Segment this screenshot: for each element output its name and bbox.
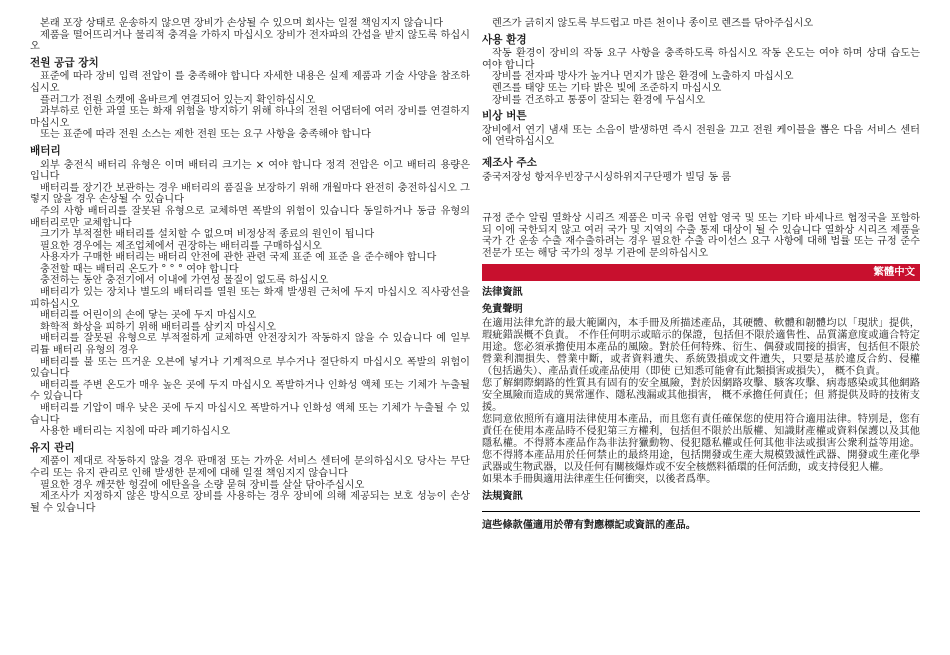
paragraph: 충전할 때는 배터리 온도가 ° ° ° 여야 합니다 (40, 263, 239, 275)
spacer (482, 183, 920, 213)
paragraph: 필요한 경우에는 제조업체에서 권장하는 배터리를 구매하십시오 (40, 240, 322, 252)
section-title-manufacturer: 제조사 주소 (482, 156, 537, 169)
paragraph: 제품이 제대로 작동하지 않을 경우 판매점 또는 가까운 서비스 센터에 문의하십시오 당사는 무단 수리 또는 유지 관리로 인해 발생한 문제에 대해 일절 책임지지 않습니다 (30, 456, 470, 479)
section-title-power: 전원 공급 장치 (30, 56, 99, 69)
paragraph: 제조사가 지정하지 않은 방식으로 장비를 사용하는 경우 장비에 의해 제공되는 보호 성능이 손상될 수 있습니다 (30, 491, 470, 514)
paragraph: 표준에 따라 장비 입력 전압이 를 충족해야 합니다 자세한 내용은 실제 제품과 기술 사양을 참조하십시오 (30, 71, 470, 94)
paragraph: 렌즈를 태양 또는 기타 밝은 빛에 조준하지 마십시오 (492, 82, 722, 94)
left-column (30, 18, 470, 514)
section-title-environment: 사용 환경 (482, 33, 527, 46)
paragraph: 크기가 부적절한 배터리를 설치할 수 없으며 비정상적 종료의 원인이 됩니다 (40, 229, 375, 241)
regulatory-title: 法規資訊 (482, 490, 523, 502)
paragraph: 배터리를 어린이의 손에 닿는 곳에 두지 마십시오 (40, 310, 257, 322)
paragraph: 如果本手冊與適用法律產生任何衝突，以後者爲準。 (482, 473, 717, 485)
paragraph: 배터리를 기압이 매우 낮은 곳에 두지 마십시오 폭발하거나 인화성 액체 또는 기체가 누출될 수 있습니다 (30, 403, 470, 426)
legal-title: 法律資訊 (482, 286, 523, 298)
paragraph: 과부하로 인한 과열 또는 화재 위험을 방지하기 위해 하나의 전원 어댑터에 여러 장비를 연결하지 마십시오 (30, 106, 470, 129)
paragraph: 충전하는 동안 충전기에서 이내에 가연성 물질이 없도록 하십시오 (40, 275, 329, 287)
section-title-emergency: 비상 버튼 (482, 110, 527, 123)
manufacturer-address: 중국저장성 항저우빈장구시싱하위지구단펭가 빌딩 동 룸 (482, 171, 732, 183)
paragraph: 플러그가 전원 소켓에 올바르게 연결되어 있는지 확인하십시오 (40, 94, 316, 106)
paragraph: 화학적 화상을 피하기 위해 배터리를 삼키지 마십시오 (40, 321, 276, 333)
paragraph: 필요한 경우 깨끗한 헝겊에 에탄올을 소량 묻혀 장비를 살살 닦아주십시오 (40, 479, 365, 491)
paragraph: 작동 환경이 장비의 작동 요구 사항을 충족하도록 하십시오 작동 온도는 여야 하며 상대 습도는 여야 합니다 (482, 48, 920, 71)
paragraph: 사용한 배터리는 지침에 따라 폐기하십시오 (40, 426, 231, 438)
disclaimer-title: 免責聲明 (482, 303, 523, 315)
paragraph: 배터리가 있는 장치나 별도의 배터리를 열원 또는 화재 발생원 근처에 두지 마십시오 직사광선을 피하십시오 (30, 287, 470, 310)
paragraph: 주의 사항 배터리를 잘못된 유형으로 교체하면 폭발의 위험이 있습니다 동일하거나 동급 유형의 배터리로만 교체합니다 (30, 205, 470, 229)
section-title-battery: 배터리 (30, 144, 61, 157)
paragraph: 배터리를 잘못된 유형으로 부적절하게 교체하면 안전장치가 작동하지 않을 수 있습니다 예 일부 리튬 배터리 유형의 경우 (30, 333, 470, 357)
paragraph: 배터리를 불 또는 뜨거운 오븐에 넣거나 기계적으로 부수거나 절단하지 마십시오 폭발의 위험이 있습니다 (30, 356, 470, 380)
paragraph: 您同意依照所有適用法律使用本產品，而且您有責任確保您的使用符合適用法律。特別是，您有責任在使用本產品時不侵犯第三方權利，包括但不限於出版權、知識財產權或資料保護以及其他隱私權。不得將本產品作為非法狩獵動物、侵犯隱私權或任何其他非法或損害公衆利益等用途。您不得將本產品用於任何禁止的最終用途，包括開發或生產大規模毀滅性武器、開發或生產化學武器或生物武器，以及任何有關核爆炸或不安全核燃料循環的任何活動，或支持侵犯人權。 (482, 413, 920, 473)
paragraph: 배터리를 주변 온도가 매우 높은 곳에 두지 마십시오 폭발하거나 인화성 액체 또는 기체가 누출될 수 있습니다 (30, 379, 470, 403)
paragraph: 您了解網際網路的性質具有固有的安全風險，對於因網路攻擊、駭客攻擊、病毒感染或其他網路安全風險而造成的異常運作、隱私洩漏或其他損害， 概不承擔任何責任；但 將提供及時的技術支援。 (482, 377, 920, 413)
right-column (482, 18, 920, 532)
paragraph: 본래 포장 상태로 운송하지 않으면 장비가 손상될 수 있으며 회사는 일절 책임지지 않습니다 (40, 18, 443, 29)
paragraph: 장비를 전자파 방사가 높거나 먼지가 많은 환경에 노출하지 마십시오 (492, 71, 794, 83)
paragraph: 또는 표준에 따라 전원 소스는 제한 전원 또는 요구 사항을 충족해야 합니다 (40, 129, 371, 141)
regulatory-note: 這些條款僅適用於帶有對應標記或資訊的產品。 (482, 519, 696, 531)
paragraph: 외부 충전식 배터리 유형은 이며 배터리 크기는 × 여야 합니다 정격 전압은 이고 배터리 용량은 입니다 (30, 159, 470, 183)
paragraph: 제품을 떨어뜨리거나 물리적 충격을 가하지 마십시오 장비가 전자파의 간섭을 받지 않도록 하십시오 (30, 29, 470, 53)
paragraph: 在適用法律允許的最大範圍內，本手冊及所描述產品，其硬體、軟體和韌體均以「現狀」提供，瑕疵錯誤概不負責。 不作任何明示或暗示的保證，包括但不限於適售性、品質滿意度或適合特定用途。您必須承擔使用本產品的風險。對於任何特殊、衍生、偶發或間接的損害，包括但不限於營業利潤損失、營業中斷，或者資料遺失、系統毀損或文件遺失，只要是基於違反合約、侵權（包括過失）、產品責任或產品使用（即使 已知悉可能會有此類損害或損失）， 概不負責。 (482, 317, 920, 377)
divider (482, 511, 920, 512)
paragraph: 배터리를 장기간 보관하는 경우 배터리의 품질을 보장하기 위해 개월마다 완전히 충전하십시오 그렇지 않을 경우 손상될 수 있습니다 (30, 182, 470, 206)
paragraph: 장비를 건조하고 통풍이 잘되는 환경에 두십시오 (492, 94, 706, 106)
language-bar: 繁體中文 (482, 264, 920, 281)
paragraph: 사용자가 구매한 배터리는 배터리 안전에 관한 관련 국제 표준 예 표준 을 준수해야 합니다 (40, 252, 437, 264)
section-title-maintenance: 유지 관리 (30, 441, 75, 454)
paragraph: 렌즈가 긁히지 않도록 부드럽고 마른 천이나 종이로 렌즈를 닦아주십시오 (492, 18, 814, 29)
export-compliance-notice: 규정 준수 알림 열화상 시리즈 제품은 미국 유럽 연합 영국 및 또는 기타 바세나르 협정국을 포함하되 이에 국한되지 않고 여러 국가 및 지역의 수출 통제 대상이 될 수 있습니다 열화상 시리즈 제품을 국가 간 운송 수출 재수출하려는 경우 필요한 수출 라이선스 요구 사항에 대해 법률 또는 규정 준수 전문가 또는 해당 국가의 정부 기관에 문의하십시오 (482, 213, 920, 259)
paragraph: 장비에서 연기 냄새 또는 소음이 발생하면 즉시 전원을 끄고 전원 케이블을 뽑은 다음 서비스 센터에 연락하십시오 (482, 124, 920, 148)
